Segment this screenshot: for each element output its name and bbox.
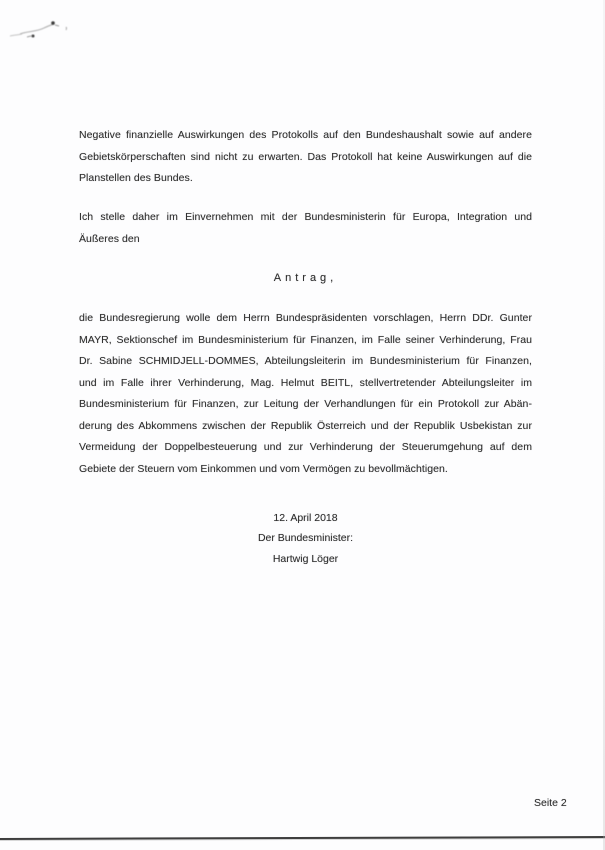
minister-title: Der Bundesminister: [257, 532, 354, 545]
text-line: Gebiete der Steuern vom Einkommen und vom Vermögen zu bevollmächtigen. [79, 462, 448, 475]
text-line: Bundesministerium für Finanzen, zur Leitung der Verhandlungen für ein Protokoll zur Abän- [79, 398, 532, 410]
text-line: Negative finanzielle Auswirkungen des Protokolls auf den Bundeshaushalt sowie auf andere [79, 129, 532, 141]
text-line: Gebietskörperschaften sind nicht zu erwarten. Das Protokoll hat keine Auswirkungen auf die [79, 150, 532, 163]
paragraph-fiscal-impact [79, 125, 532, 190]
scan-bottom-edge [0, 836, 605, 840]
text-line: MAYR, Sektionschef im Bundesministerium für Finanzen, im Falle seiner Verhinderung, Frau [79, 333, 532, 346]
text-line: Planstellen des Bundes. [79, 172, 193, 184]
paragraph-antrag-body [79, 308, 532, 480]
page-number: Seite 2 [534, 797, 567, 809]
ink-smudge-artifact [6, 16, 76, 42]
text-line: Dr. Sabine SCHMIDJELL-DOMMES, Abteilungsleiterin im Bundesministerium für Finanzen, [79, 355, 532, 367]
text-line: Ich stelle daher im Einvernehmen mit der Bundesministerin für Europa, Integration und [79, 211, 532, 223]
antrag-heading: Antrag, [273, 272, 338, 284]
text-line: und im Falle ihrer Verhinderung, Mag. Helmut BEITL, stellvertretender Abteilungsleiter im [79, 376, 532, 389]
text-line: derung des Abkommens zwischen der Republik Österreich und der Republik Usbekistan zur [79, 419, 532, 432]
text-line: Äußeres den [79, 232, 140, 245]
paragraph-einvernehmen [79, 207, 532, 250]
minister-name: Hartwig Löger [272, 552, 339, 565]
closing-block [79, 508, 532, 569]
date-line: 12. April 2018 [273, 512, 338, 524]
text-line: die Bundesregierung wolle dem Herrn Bundespräsidenten vorschlagen, Herrn DDr. Gunter [79, 312, 532, 324]
text-line: Vermeidung der Doppelbesteuerung und zur Verhinderung der Steuerumgehung auf dem [79, 441, 532, 453]
